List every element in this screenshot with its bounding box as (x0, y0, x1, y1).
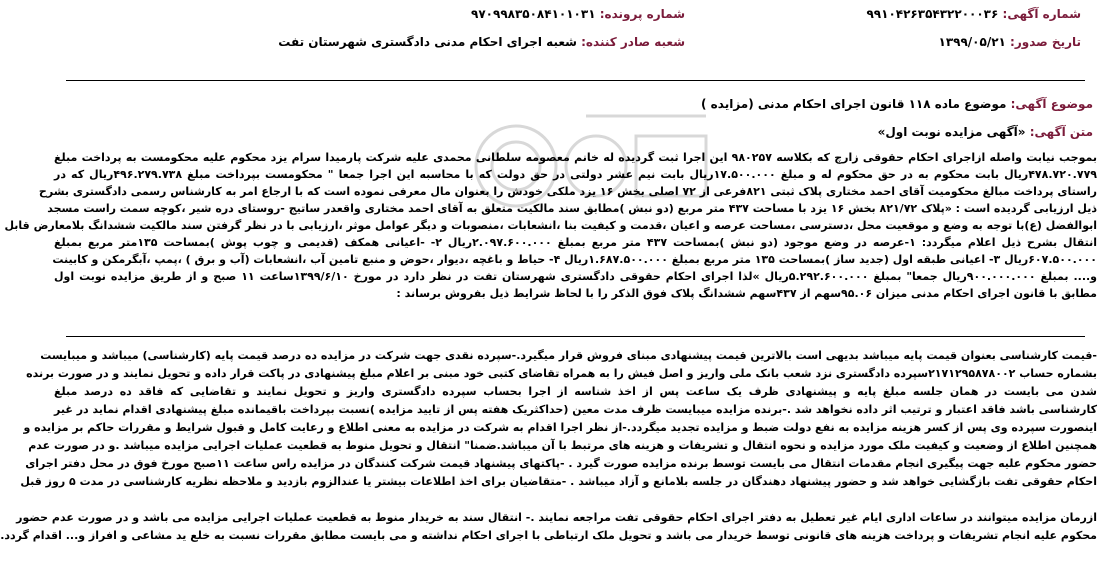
case-number-value: ۹۷۰۹۹۸۳۵۰۸۴۱۰۱۰۳۱ (471, 7, 596, 21)
case-number (471, 6, 685, 22)
paragraph1-line: ذیل ارزیابی گردیده است : «پلاک ۸۲۱/۷۲ بخش ۱۶ یزد با مساحت ۴۳۷ متر مربع (دو نبش )مطابق سند مالکیت متعلق به آقای احمد مختاری واقعدر ساتیج -روستای دره شیر ،کوچه سمت راست مسجد (47, 202, 1097, 215)
paragraph1-line: ۶۰۷.۵۰۰.۰۰۰ریال ۳- اعیانی طبقه اول (جدید ساز )بمساحت ۱۳۵ متر مربع بمبلغ ۱.۶۸۷.۵۰۰.۰۰۰ریال ۴- حیاط و باغچه ،دیوار ،حوض و منبع تامین آب ،انشعابات (آب و برق ) ،پمپ ،آبگرمکن و کابینت (52, 253, 1097, 266)
subject-label: موضوع آگهی: (1010, 97, 1093, 111)
paragraph2-line: حضور محکوم علیه جهت پیگیری انجام مقدمات انتقال می بایست توسط برنده مزایده صورت گیرد . -پاکتهای پیشنهاد قیمت شرکت کنندگان در مزایده راس ساعت ۱۱صبح مورخ فوق در محل دفتر اجرای (25, 457, 1097, 470)
paragraph1-line: راستای پرداخت مبالغ محکومیت آقای احمد مختاری پلاک ثبتی ۸۲۱فرعی از ۷۲ اصلی بخش ۱۶ یزد ملکی خودش را بعنوان مال معرفی نموده است که با ارجاع امر به کارشناس رسمی دادگستری بشرح (38, 185, 1097, 198)
paragraph1-line: مطابق با قانون اجرای احکام مدنی میزان ۹۵.۰۶سهم از ۴۳۷سهم ششدانگ پلاک فوق الذکر را با لحاظ شرایط ذیل بفروش برساند : (396, 287, 1097, 300)
paragraph2-line: اینصورت سپرده وی پس از کسر هزینه مزایده به نفع دولت ضبط و مزایده تجدید میگردد.-از نظر اجرا اقدام به شرکت در مزایده به معنی اطلاع و رعایت کامل و قبول شرایط و مقررات حاکم بر مزایده و (23, 421, 1097, 434)
text-header (878, 124, 1093, 140)
text-header-label: متن آگهی: (1029, 125, 1093, 139)
paragraph2-line: احکام حقوقی تفت بازگشایی خواهد شد و حضور پیشنهاد دهندگان در جلسه بلامانع و آزاد میباشد . -متقاضیان برای اخذ اطلاعات بیشتر یا عندالزوم بازدید و ملاحظه نظریه کارشناسی در مدت ۵ روز قبل (20, 475, 1097, 488)
paragraph-divider (66, 336, 1085, 337)
issuing-branch (278, 34, 685, 50)
paragraph2-line: همچنین اطلاع از وضعیت و کیفیت ملک مورد مزایده و نحوه انتقال و تشریفات و هزینه های مرتبط با آن میباشد.ضمنا" انتقال و تحویل منوط به قطعیت عملیات اجرایی مزایده میباشد .و در صورت عدم (28, 439, 1097, 452)
issuing-branch-label: شعبه صادر کننده: (581, 35, 685, 49)
paragraph1-line: انتقال بشرح ذیل اعلام میگردد: ۱-عرصه در وضع موجود (دو نبش )بمساحت ۴۳۷ متر مربع بمبلغ ۲.۰۹۷.۶۰۰.۰۰۰ریال ۲- -اعیانی همکف (قدیمی و چوب پوش )بمساحت ۱۳۵متر مربع بمبلغ (54, 236, 1098, 249)
subject (701, 96, 1093, 112)
paragraph2-line: بشماره حساب ۲۱۷۱۲۹۵۸۷۸۰۰۲سپرده دادگستری نزد شعب بانک ملی واریز و اصل فیش را به همراه تقاضای کتبی خود مبنی بر اعلام مبلغ پیشنهادی در پاکت قرار داده و تحویل نمایند و در صورت برنده (26, 367, 1097, 380)
paragraph2-line: ازرمان مزایده میتوانند در ساعات اداری ایام غیر تعطیل به دفتر اجرای احکام حقوقی تفت مراجعه نمایند .- انتقال سند به خریدار منوط به قطعیت عملیات اجرایی مزایده می باشد و در صورت عدم حضور (16, 511, 1097, 524)
ad-number-label: شماره آگهی: (1002, 7, 1081, 21)
case-number-label: شماره پرونده: (599, 7, 685, 21)
paragraph1-line: بموجب نیابت واصله ازاجرای احکام حقوقی زارچ که بکلاسه ۹۸۰۲۵۷ این اجرا ثبت گردیده له خانم معصومه سلطانی محمدی علیه شرکت پارمیدا سرام یزد محکوم علیه محکومست به پرداخت مبلغ (54, 151, 1097, 164)
paragraph2-line: -قیمت کارشناسی بعنوان قیمت پایه میباشد بدیهی است بالاترین قیمت پیشنهادی مبنای فروش قرار میگیرد.-سپرده نقدی جهت شرکت در مزایده ده درصد قیمت پایه (کارشناسی) میباشد و میبایست (40, 349, 1097, 362)
issue-date-value: ۱۳۹۹/۰۵/۲۱ (938, 35, 1006, 49)
subject-value: موضوع ماده ۱۱۸ قانون اجرای احکام مدنی (مزایده ) (701, 97, 1007, 111)
paragraph2-line: محکوم علیه انجام تشریفات و پرداخت هزینه های قانونی توسط خریدار می باشد و تحویل ملک ارتباطی با اجرای احکام نداشته و می بایست مطابق مقررات نسبت به خلع ید مشاعی و افراز و... اقدام گردد. (0, 529, 1097, 542)
ad-number (866, 6, 1081, 22)
header-divider (66, 80, 1085, 81)
paragraph2-line: شدن می بایست در همان جلسه مبلغ پایه و پیشنهادی ظرف یک ساعت پس از اخذ شناسه از اجرا بحساب سپرده دادگستری واریز و تحویل نمایند و تقاضایی که فاقد ده درصد مبلغ (54, 385, 1097, 398)
paragraph2-line: کارشناسی باشد فاقد اعتبار و ترتیب اثر داده نخواهد شد .-برنده مزایده میبایست ظرف مدت معین (حداکثریک هفته پس از تایید مزایده )نسبت بپرداخت باقیمانده مبلغ پیشنهادی اقدام نماید در غیر (54, 403, 1097, 416)
ad-number-value: ۹۹۱۰۴۲۶۳۵۴۳۲۲۰۰۰۳۶ (866, 7, 999, 21)
text-header-value: «آگهی مزایده نوبت اول» (877, 125, 1026, 139)
paragraph1-line: و.... بمبلغ ۹۰۰.۰۰۰.۰۰۰ریال جمعا" بمبلغ ۵.۲۹۲.۶۰۰.۰۰۰ریال »لذا اجرای احکام حقوقی دادگستری شهرستان تفت در نظر دارد در مورخ ۱۳۹۹/۶/۱۰ساعت ۱۱ صبح و از طریق مزایده نوبت اول (54, 270, 1098, 283)
issuing-branch-value: شعبه اجرای احکام مدنی دادگستری شهرستان تفت (278, 35, 577, 49)
paragraph1-line: ابوالفضل (ع)با توجه به وضع و موقعیت محل ،دسترسی ،مساحت عرصه و اعیان ،قدمت و کیفیت بنا ،انشعابات ،منصوبات و دیگر عوامل موثر ،ارزیابی با در نظر گرفتن سند مالکیت ششدانگ بلامعارض قابل (4, 219, 1097, 232)
paragraph1-line: ۴۷۸.۷۲۰.۷۷۹ریال بابت محکوم به در حق محکوم له و مبلغ ۱۷.۵۰۰.۰۰۰ریال بابت نیم عشر دولتی در حق دولت که با محاسبه این اجرا جمعا " محکومست بپرداخت مبلغ ۴۹۶.۲۷۹.۷۳۸ریال که در (54, 168, 1098, 181)
issue-date (939, 34, 1082, 50)
issue-date-label: تاریخ صدور: (1010, 35, 1081, 49)
